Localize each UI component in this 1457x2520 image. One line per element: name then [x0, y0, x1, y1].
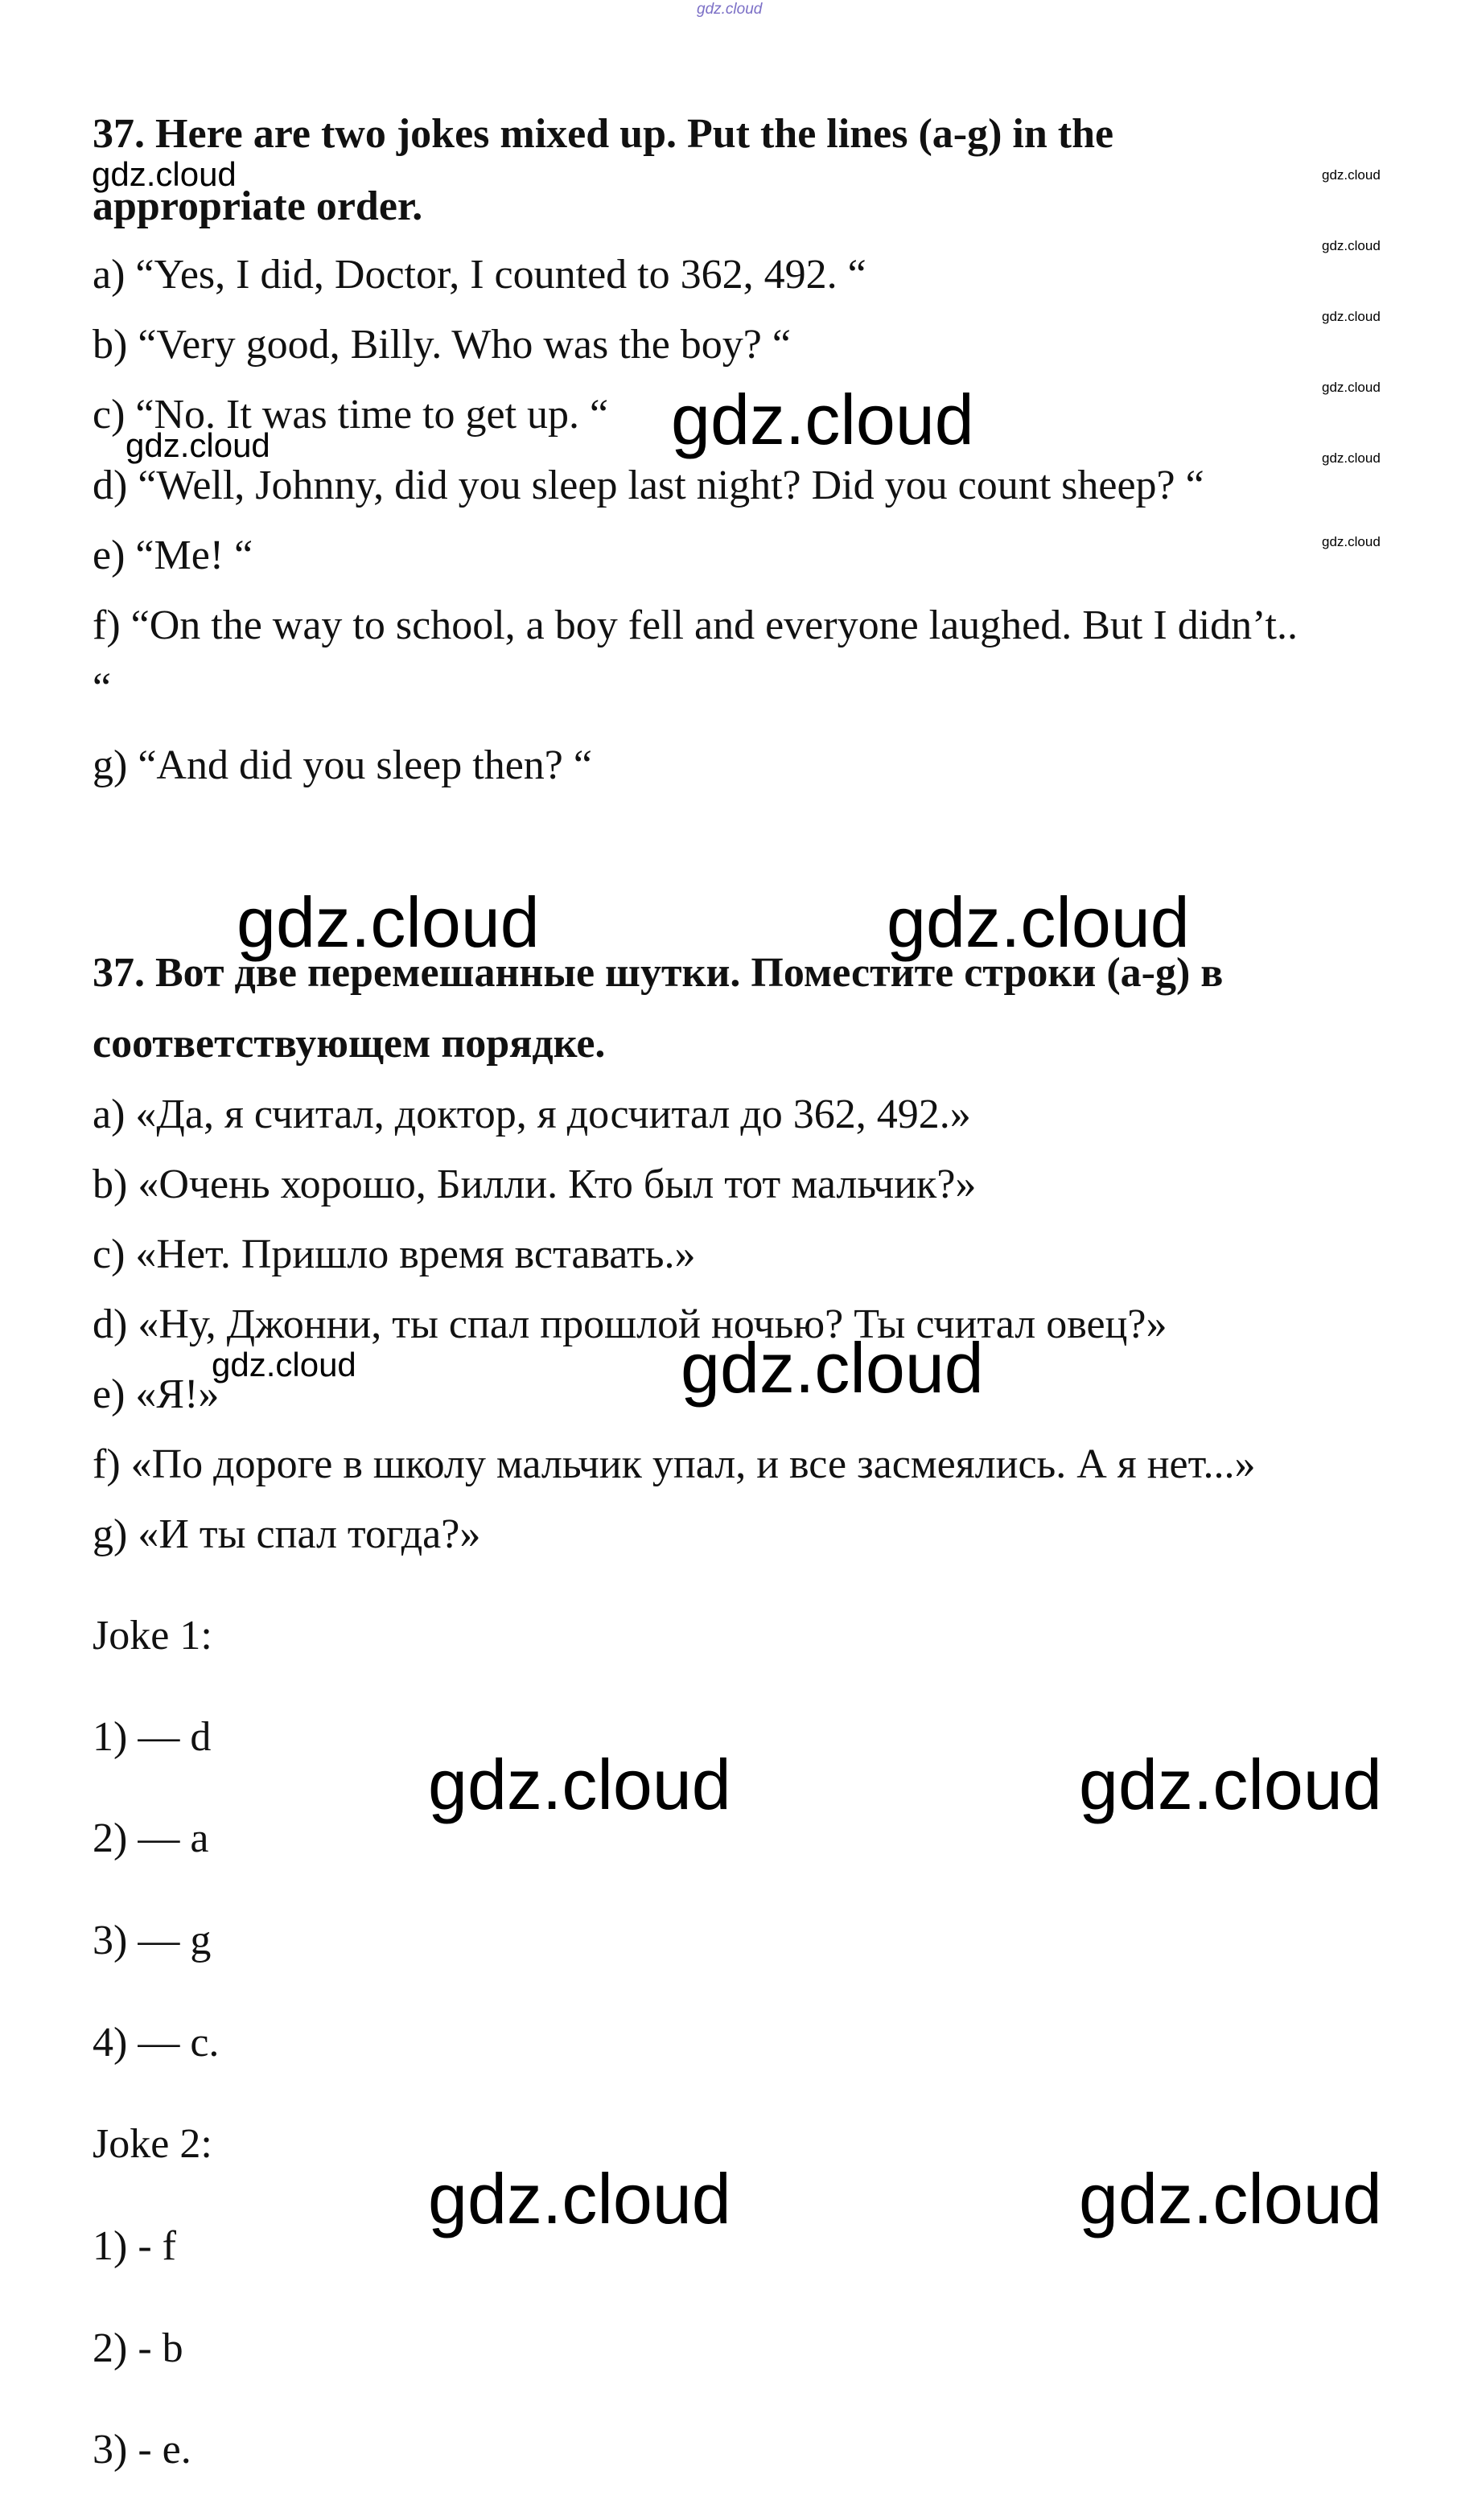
joke2-label: Joke 2: [93, 2121, 212, 2167]
joke2-answer-1: 1) - f [93, 2223, 176, 2269]
watermark-large: gdz.cloud [237, 882, 540, 962]
english-heading-line1: 37. Here are two jokes mixed up. Put the lines (a-g) in the [93, 111, 1114, 157]
watermark-large: gdz.cloud [428, 1745, 731, 1824]
watermark-large: gdz.cloud [671, 380, 974, 459]
russian-item-c: c) «Нет. Пришло время вставать.» [93, 1231, 696, 1277]
watermark-small: gdz.cloud [1322, 238, 1381, 253]
english-item-c: c) “No. It was time to get up. “ [93, 392, 609, 438]
joke1-answer-4: 4) — c. [93, 2020, 220, 2066]
joke2-answer-2: 2) - b [93, 2325, 183, 2371]
russian-item-e: e) «Я!» [93, 1371, 220, 1417]
russian-item-f: f) «По дороге в школу мальчик упал, и все засмеялись. А я нет...» [93, 1441, 1256, 1487]
watermark-small: gdz.cloud [1322, 450, 1381, 466]
watermark-medium: gdz.cloud [212, 1346, 356, 1383]
english-item-b: b) “Very good, Billy. Who was the boy? “ [93, 322, 791, 368]
english-item-a: a) “Yes, I did, Doctor, I counted to 362, 492. “ [93, 252, 866, 298]
russian-heading-line1: 37. Вот две перемешанные шутки. Поместите строки (a-g) в [93, 950, 1224, 996]
watermark-large: gdz.cloud [1079, 2159, 1382, 2238]
watermark-top: gdz.cloud [697, 1, 763, 18]
watermark-small: gdz.cloud [1322, 167, 1381, 183]
english-heading-line2: appropriate order. [93, 183, 423, 229]
english-item-g: g) “And did you sleep then? “ [93, 742, 592, 788]
watermark-small: gdz.cloud [1322, 380, 1381, 395]
russian-item-g: g) «И ты спал тогда?» [93, 1511, 481, 1557]
joke1-label: Joke 1: [93, 1613, 212, 1659]
joke2-answer-3: 3) - e. [93, 2427, 191, 2473]
watermark-large: gdz.cloud [681, 1328, 984, 1408]
english-item-f-continued: “ [93, 665, 112, 711]
russian-heading-line2: соответствующем порядке. [93, 1021, 606, 1067]
joke1-answer-3: 3) — g [93, 1918, 212, 1963]
watermark-large: gdz.cloud [428, 2159, 731, 2238]
watermark-medium: gdz.cloud [126, 426, 270, 464]
russian-item-d: d) «Ну, Джонни, ты спал прошлой ночью? Ты считал овец?» [93, 1301, 1167, 1347]
russian-item-a: a) «Да, я считал, доктор, я досчитал до 362, 492.» [93, 1091, 971, 1137]
english-item-e: e) “Me! “ [93, 532, 253, 578]
english-item-f: f) “On the way to school, a boy fell and everyone laughed. But I didn’t.. [93, 602, 1298, 648]
watermark-medium: gdz.cloud [92, 155, 237, 193]
joke1-answer-1: 1) — d [93, 1714, 212, 1760]
watermark-small: gdz.cloud [1322, 309, 1381, 324]
joke1-answer-2: 2) — a [93, 1815, 209, 1861]
watermark-large: gdz.cloud [887, 882, 1190, 962]
russian-item-b: b) «Очень хорошо, Билли. Кто был тот мальчик?» [93, 1161, 977, 1207]
watermark-large: gdz.cloud [1079, 1745, 1382, 1824]
watermark-small: gdz.cloud [1322, 534, 1381, 549]
english-item-d: d) “Well, Johnny, did you sleep last night? Did you count sheep? “ [93, 462, 1204, 508]
